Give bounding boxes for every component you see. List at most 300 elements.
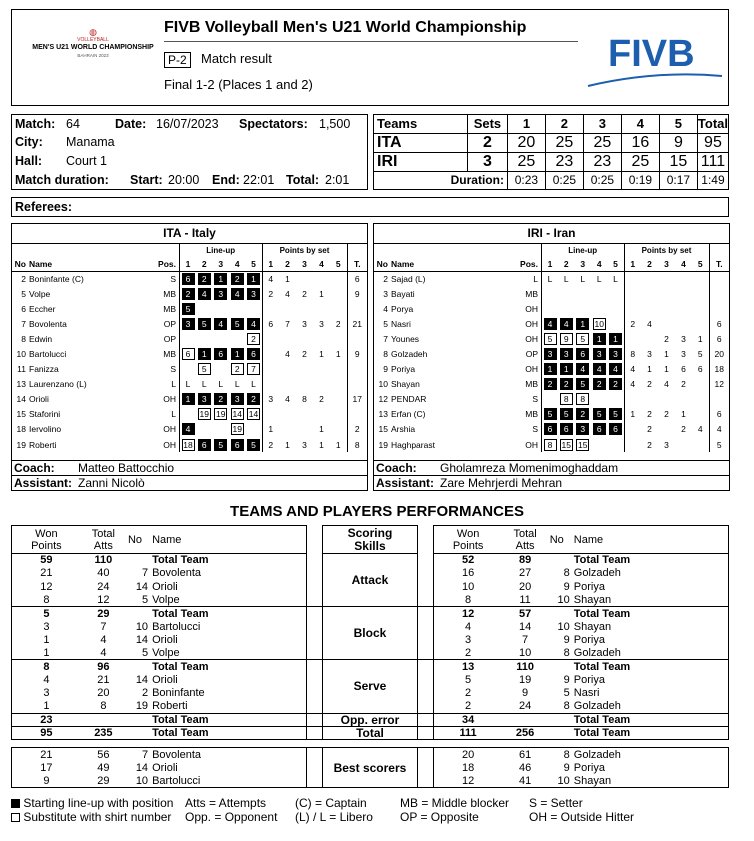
set-points <box>692 437 709 452</box>
set-score: 15 <box>659 152 697 171</box>
total-atts: 57 <box>518 607 532 620</box>
player-name: Younes <box>391 333 420 344</box>
player-position: MB <box>163 288 176 299</box>
spectators: 1,500 <box>319 117 351 131</box>
total-atts: 256 <box>515 727 535 739</box>
player-number <box>126 726 152 739</box>
player-number <box>126 660 152 673</box>
player-number: 3 <box>383 288 388 299</box>
player-number: 8 <box>563 567 570 580</box>
set-points: 1 <box>319 424 324 435</box>
starting-position: 2 <box>576 408 589 420</box>
player-number: 14 <box>135 673 149 686</box>
lineup-cell <box>542 271 559 286</box>
set-points <box>675 271 692 286</box>
lineup-set-header: 1 <box>180 257 197 271</box>
roster-ita <box>11 223 368 491</box>
won-points: 95 <box>12 726 81 739</box>
won-points: 1 <box>12 647 81 660</box>
set-points: 2 <box>664 333 669 344</box>
player-total: 6 <box>709 407 729 422</box>
player-row <box>374 407 729 422</box>
perf-row <box>12 660 729 673</box>
lineup-cell <box>542 331 559 346</box>
lineup-cell <box>246 316 263 331</box>
player-name: Haghparast <box>391 439 435 450</box>
roster-subheader <box>12 244 367 257</box>
substitute-icon <box>11 813 20 822</box>
player-position: MB <box>163 349 176 360</box>
info-row-3 <box>15 152 107 170</box>
substitute-number: 9 <box>560 333 573 345</box>
lineup-cell <box>213 316 230 331</box>
libero-marker: L <box>201 379 207 390</box>
player-name: Staforini <box>29 409 61 420</box>
starting-position: 2 <box>247 393 260 405</box>
player-name: Golzadeh <box>574 700 729 713</box>
starting-position: 3 <box>247 288 260 300</box>
player-position: L <box>171 379 176 390</box>
player-name: Iervolino <box>29 424 62 435</box>
player-row <box>374 331 729 346</box>
start-label: Start: <box>130 173 163 187</box>
total-atts: 12 <box>97 593 110 606</box>
performance-title: TEAMS AND PLAYERS PERFORMANCES <box>230 503 524 520</box>
won-points: 59 <box>12 554 81 567</box>
starting-position: 4 <box>609 363 622 375</box>
player-number: 15 <box>378 424 388 435</box>
set-points: 2 <box>262 437 279 452</box>
total-atts: 11 <box>519 593 531 606</box>
player-name: Total Team <box>574 713 729 726</box>
player-number: 7 <box>383 333 388 344</box>
lineup-cell <box>591 377 608 392</box>
hall: Court 1 <box>66 154 107 168</box>
total-atts: 9 <box>522 687 529 700</box>
set-points <box>675 316 692 331</box>
lineup-cell <box>196 392 213 407</box>
perf-row <box>12 607 729 620</box>
player-number: 8 <box>383 349 388 360</box>
won-points: 2 <box>433 647 502 660</box>
player-total <box>347 377 367 392</box>
player-row <box>374 346 729 361</box>
player-total: 6 <box>709 331 729 346</box>
lineup-cell <box>575 437 592 452</box>
set-points <box>313 271 330 286</box>
set-points <box>330 286 347 301</box>
coach-name: Gholamreza Momenimoghaddam <box>440 461 619 475</box>
player-number: 9 <box>383 364 388 375</box>
set4-header: 4 <box>621 115 659 134</box>
set-points <box>296 271 313 286</box>
lineup-cell <box>558 377 575 392</box>
total-points: 95 <box>697 133 728 152</box>
player-row <box>12 346 367 361</box>
set-points <box>279 422 296 437</box>
starting-position: 3 <box>214 288 227 300</box>
title-divider <box>164 41 578 42</box>
points-set-header: 5 <box>330 257 347 271</box>
set-points <box>262 331 279 346</box>
set-points: 4 <box>697 424 703 435</box>
lineup-cell <box>180 407 197 422</box>
set-points <box>658 422 675 437</box>
total-atts: 10 <box>518 646 532 659</box>
coach-label: Coach: <box>376 461 417 475</box>
player-number: 10 <box>16 349 26 360</box>
best-scorers-label: Best scorers <box>323 748 417 788</box>
player-row <box>374 362 729 377</box>
legend-starting: Starting line-up with position <box>23 796 174 810</box>
set-points <box>330 422 347 437</box>
lineup-cell <box>196 422 213 437</box>
libero-marker: L <box>547 273 553 284</box>
lineup-set-header: 2 <box>196 257 213 271</box>
player-position: OP <box>163 333 176 344</box>
lineup-cell <box>229 331 246 346</box>
substitute-number: 15 <box>578 439 588 450</box>
player-position: S <box>532 424 538 435</box>
points-set-header: 2 <box>279 257 296 271</box>
set-points: 2 <box>664 409 669 420</box>
col-won: Won <box>35 527 58 540</box>
starting-position: 5 <box>182 303 195 315</box>
points-set-header: 5 <box>692 257 709 271</box>
col-scoring: Scoring <box>347 525 393 540</box>
lineup-cell <box>213 271 230 286</box>
set-points <box>624 331 641 346</box>
player-number: 7 <box>141 748 149 761</box>
starting-position: 3 <box>182 318 195 330</box>
lineup-cell <box>575 301 592 316</box>
player-row <box>374 422 729 437</box>
player-name: Total Team <box>152 554 307 567</box>
player-number: 2 <box>141 687 149 700</box>
performance-tables <box>11 525 729 788</box>
player-total <box>347 331 367 346</box>
lineup-cell <box>229 271 246 286</box>
player-position: S <box>170 364 176 375</box>
libero-marker: L <box>580 273 586 284</box>
starting-position: 6 <box>560 423 573 435</box>
player-name: Shayan <box>574 593 729 606</box>
set-points <box>641 392 658 407</box>
col-points: Points <box>31 539 62 552</box>
starting-position: 4 <box>198 288 211 300</box>
player-number <box>126 713 152 726</box>
player-row <box>374 392 729 407</box>
info-row-2 <box>15 133 115 151</box>
legend-op: OP = Opposite <box>400 810 479 824</box>
player-name: Nasri <box>391 318 411 329</box>
set-duration: 0:25 <box>583 171 621 190</box>
lineup-cell <box>213 437 230 452</box>
total-atts: 7 <box>522 633 529 646</box>
set-score: 20 <box>507 133 545 152</box>
player-number: 6 <box>21 303 26 314</box>
starting-position: 2 <box>182 288 195 300</box>
player-number: 19 <box>135 700 149 713</box>
lineup-cell <box>608 377 625 392</box>
team-code: ITA <box>374 133 468 152</box>
total-atts: 8 <box>100 700 107 713</box>
libero-marker: L <box>218 379 224 390</box>
set-points: 2 <box>681 424 686 435</box>
player-position: L <box>533 273 538 284</box>
col-atts: Atts <box>93 539 113 552</box>
col-name: Name <box>29 257 158 271</box>
lineup-set-header: 4 <box>591 257 608 271</box>
player-position: OH <box>525 439 538 450</box>
libero-marker: L <box>563 273 569 284</box>
col-total: T. <box>709 257 729 271</box>
starting-position: 4 <box>560 318 573 330</box>
starting-position: 3 <box>560 348 573 360</box>
set-points <box>692 392 709 407</box>
player-name: PENDAR <box>391 394 427 405</box>
match-info <box>11 114 368 190</box>
player-total: 18 <box>709 362 729 377</box>
lineup-cell <box>591 437 608 452</box>
lineup-cell <box>196 346 213 361</box>
player-position: S <box>170 273 176 284</box>
substitute-number: 2 <box>231 363 244 375</box>
lineup-cell <box>196 377 213 392</box>
set-points <box>313 301 330 316</box>
player-number <box>548 554 574 567</box>
lineup-cell <box>229 392 246 407</box>
starting-position: 1 <box>214 273 227 285</box>
starting-position: 5 <box>214 439 227 451</box>
libero-marker: L <box>251 379 256 390</box>
set-points <box>675 392 692 407</box>
lineup-cell <box>196 437 213 452</box>
player-position: OH <box>525 333 538 344</box>
lineup-cell <box>229 316 246 331</box>
player-name: Bovolenta <box>152 748 307 761</box>
substitute-number: 8 <box>576 393 589 405</box>
player-name: Edwin <box>29 333 53 344</box>
won-points: 23 <box>12 713 81 726</box>
assistant-row <box>12 475 367 490</box>
set-points: 6 <box>681 364 686 375</box>
lineup-cell <box>229 362 246 377</box>
player-total: 17 <box>347 392 367 407</box>
set-points: 1 <box>335 439 341 450</box>
lineup-cell <box>180 377 197 392</box>
set-points <box>692 301 709 316</box>
player-row <box>374 271 729 286</box>
player-number: 5 <box>383 318 388 329</box>
perf-table <box>11 525 729 788</box>
points-label: Points by set <box>262 244 347 257</box>
total-atts: 235 <box>94 727 113 739</box>
total-atts: 61 <box>518 748 532 761</box>
set-points <box>313 377 330 392</box>
lineup-cell <box>591 346 608 361</box>
lineup-cell <box>608 362 625 377</box>
player-total: 5 <box>709 437 729 452</box>
lineup-cell <box>591 422 608 437</box>
match-label: Match: <box>15 117 56 131</box>
col-no: No <box>548 526 574 554</box>
won-points: 21 <box>12 567 81 580</box>
total-points: 111 <box>697 152 728 171</box>
starting-position: 1 <box>247 273 260 285</box>
player-number: 11 <box>17 364 26 375</box>
set2-header: 2 <box>545 115 583 134</box>
set-points: 3 <box>302 439 307 450</box>
lineup-cell <box>229 346 246 361</box>
lineup-cell <box>575 422 592 437</box>
substitute-number: 7 <box>247 363 260 375</box>
player-number: 4 <box>383 303 388 314</box>
start-time: 20:00 <box>168 173 200 187</box>
lineup-cell <box>575 377 592 392</box>
player-total: 21 <box>347 316 367 331</box>
lineup-cell <box>591 316 608 331</box>
set-points <box>296 331 313 346</box>
player-number: 5 <box>21 288 26 299</box>
set-points <box>296 422 313 437</box>
lineup-cell <box>180 392 197 407</box>
col-no: No <box>12 257 29 271</box>
libero-marker: L <box>613 273 618 284</box>
lineup-cell <box>213 377 230 392</box>
player-row <box>12 301 367 316</box>
set-points: 4 <box>624 362 641 377</box>
set-points <box>675 301 692 316</box>
lineup-cell <box>558 437 575 452</box>
lineup-cell <box>608 271 625 286</box>
end-label: End: <box>212 173 240 187</box>
player-number: 12 <box>378 394 388 405</box>
set5-header: 5 <box>659 115 697 134</box>
assistant-label: Assistant: <box>14 476 73 490</box>
player-name: Total Team <box>152 726 307 739</box>
total-atts: 21 <box>97 673 110 686</box>
starting-position: 5 <box>231 318 244 330</box>
set1-header: 1 <box>507 115 545 134</box>
player-name: Orioli <box>152 673 307 686</box>
total-atts <box>503 713 548 726</box>
lineup-cell <box>196 331 213 346</box>
col-skills: Skills <box>354 538 386 553</box>
player-total <box>347 407 367 422</box>
starting-position: 6 <box>182 273 195 285</box>
starting-position: 4 <box>576 363 589 375</box>
set-points: 3 <box>302 318 307 329</box>
player-name: Poriya <box>574 580 729 593</box>
substitute-number: 19 <box>232 424 242 435</box>
player-number: 5 <box>563 687 570 700</box>
set-points <box>279 362 296 377</box>
player-name: Boninfante <box>152 686 307 699</box>
best-scorer-row <box>12 748 729 761</box>
lineup-cell <box>246 422 263 437</box>
player-number: 9 <box>563 761 570 774</box>
set-points: 5 <box>697 349 703 360</box>
starting-position: 5 <box>198 318 211 330</box>
match-number: 64 <box>66 117 80 131</box>
starting-position: 2 <box>593 378 606 390</box>
player-total: 20 <box>709 346 729 361</box>
lineup-cell <box>542 316 559 331</box>
lineup-cell <box>229 301 246 316</box>
set-points: 3 <box>664 439 669 450</box>
lineup-cell <box>180 422 197 437</box>
player-number: 18 <box>16 424 26 435</box>
lineup-cell <box>591 286 608 301</box>
set-points <box>624 392 641 407</box>
lineup-cell <box>246 286 263 301</box>
player-name: Roberti <box>29 439 57 450</box>
player-number <box>126 607 152 620</box>
set-score: 25 <box>545 133 583 152</box>
player-number <box>126 554 152 567</box>
lineup-set-header: 5 <box>608 257 625 271</box>
player-position: MB <box>163 303 176 314</box>
legend-libero: (L) / L = Libero <box>295 810 373 824</box>
set-points: 4 <box>285 349 290 360</box>
starting-position: 2 <box>214 393 227 405</box>
score-header-row <box>374 115 729 134</box>
set-score: 23 <box>583 152 621 171</box>
lineup-cell <box>213 422 230 437</box>
lineup-cell <box>542 422 559 437</box>
set-points <box>641 301 658 316</box>
set-points: 1 <box>319 349 324 360</box>
set-points: 3 <box>319 318 324 329</box>
total-atts: 96 <box>97 660 110 673</box>
player-number <box>548 607 574 620</box>
starting-position: 6 <box>576 348 589 360</box>
col-atts: Atts <box>515 539 535 552</box>
player-number: 13 <box>378 409 388 420</box>
player-row <box>12 331 367 346</box>
col-name: Name <box>391 257 520 271</box>
set-points <box>279 377 296 392</box>
set-points <box>262 301 279 316</box>
lineup-cell <box>575 331 592 346</box>
substitute-number: 18 <box>183 439 193 450</box>
sets-header: Sets <box>467 115 507 134</box>
player-number: 2 <box>21 273 26 284</box>
set-points: 4 <box>285 288 290 299</box>
player-total: 2 <box>347 422 367 437</box>
player-number: 8 <box>563 700 570 713</box>
total-duration: 1:49 <box>697 171 728 190</box>
lineup-cell <box>591 331 608 346</box>
set-points: 1 <box>319 288 324 299</box>
starting-position: 5 <box>544 408 557 420</box>
total-atts <box>81 713 126 726</box>
starting-position: 4 <box>214 318 227 330</box>
won-points: 12 <box>12 580 81 593</box>
player-name: Poriya <box>574 673 729 686</box>
set-points <box>296 301 313 316</box>
player-row <box>12 437 367 452</box>
set-points: 2 <box>335 318 341 329</box>
lineup-cell <box>246 271 263 286</box>
set-duration: 0:25 <box>545 171 583 190</box>
set-points <box>313 331 330 346</box>
starting-position: 6 <box>231 439 244 451</box>
starting-position: 1 <box>231 348 244 360</box>
player-row <box>374 301 729 316</box>
total-atts: 56 <box>97 748 110 761</box>
